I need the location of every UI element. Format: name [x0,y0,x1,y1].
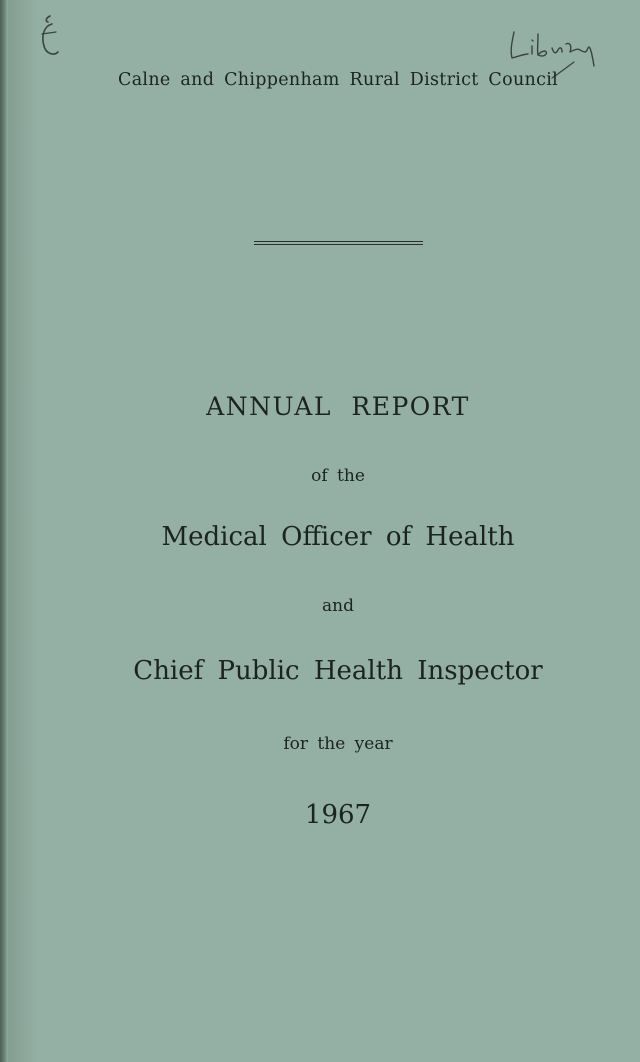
of-the-text: of the [311,466,365,486]
and-text: and [322,596,354,616]
report-year: 1967 [304,800,372,830]
double-rule [254,241,423,245]
office-medical-officer: Medical Officer of Health [161,522,515,552]
handwritten-mark-top-left [36,12,70,62]
office-chief-inspector: Chief Public Health Inspector [133,656,543,686]
council-name: Calne and Chippenham Rural District Council [118,70,558,90]
report-title: ANNUAL REPORT [206,392,470,421]
for-the-year-text: for the year [283,734,393,754]
